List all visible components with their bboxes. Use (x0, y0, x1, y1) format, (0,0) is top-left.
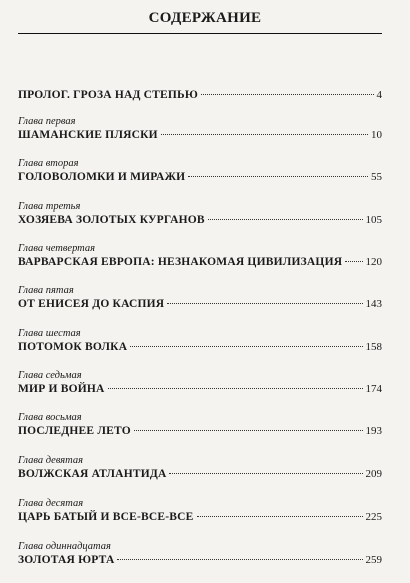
chapter-label: Глава четвертая (18, 243, 96, 254)
entry-page: 174 (365, 383, 382, 395)
chapter-label: Глава вторая (18, 158, 79, 169)
entry-title: ПРОЛОГ. ГРОЗА НАД СТЕПЬЮ (18, 89, 199, 101)
entry-page: 105 (365, 214, 382, 226)
entry-page: 225 (365, 511, 382, 523)
chapter-label: Глава девятая (18, 455, 83, 466)
toc-title: СОДЕРЖАНИЕ (148, 10, 262, 26)
entry-page: 209 (365, 468, 382, 480)
chapter-label: Глава седьмая (18, 370, 82, 381)
dot-leader (201, 94, 373, 95)
entry-page: 158 (365, 341, 382, 353)
dot-leader (208, 219, 363, 220)
toc-entry-chapter-10[interactable] (18, 497, 382, 525)
toc-entry-chapter-7[interactable] (18, 369, 382, 397)
toc-entry-chapter-2[interactable] (18, 157, 382, 185)
toc-entry-chapter-5[interactable] (18, 284, 382, 312)
toc-entry-chapter-11[interactable] (18, 540, 382, 568)
dot-leader (108, 388, 363, 389)
chapter-label: Глава шестая (18, 328, 81, 339)
dot-leader (117, 559, 362, 560)
dot-leader (188, 176, 368, 177)
entry-title: ВОЛЖСКАЯ АТЛАНТИДА (18, 468, 167, 480)
entry-page: 259 (365, 554, 382, 566)
entry-title: МИР И ВОЙНА (18, 383, 105, 395)
toc-entry-prologue[interactable] (18, 88, 382, 103)
toc-entry-chapter-4[interactable] (18, 242, 382, 270)
dot-leader (134, 430, 363, 431)
entry-page: 193 (365, 425, 382, 437)
entry-page: 4 (376, 89, 382, 101)
entry-page: 10 (371, 129, 382, 141)
toc-entry-chapter-8[interactable] (18, 411, 382, 439)
dot-leader (197, 516, 363, 517)
entry-title: ПОТОМОК ВОЛКА (18, 341, 128, 353)
toc-entry-chapter-6[interactable] (18, 327, 382, 355)
chapter-label: Глава пятая (18, 285, 74, 296)
chapter-label: Глава восьмая (18, 412, 82, 423)
entry-page: 120 (365, 256, 382, 268)
chapter-label: Глава десятая (18, 498, 84, 509)
title-rule (18, 33, 382, 34)
dot-leader (130, 346, 362, 347)
entry-title: ШАМАНСКИЕ ПЛЯСКИ (18, 129, 158, 141)
toc-entry-chapter-1[interactable] (18, 115, 382, 143)
entry-title: ЦАРЬ БАТЫЙ И ВСЕ-ВСЕ-ВСЕ (18, 511, 194, 523)
entry-title: ПОСЛЕДНЕЕ ЛЕТО (18, 425, 131, 437)
toc-entry-chapter-9[interactable] (18, 454, 382, 482)
entry-title: ХОЗЯЕВА ЗОЛОТЫХ КУРГАНОВ (18, 214, 205, 226)
dot-leader (167, 303, 362, 304)
entry-title: ВАРВАРСКАЯ ЕВРОПА: НЕЗНАКОМАЯ ЦИВИЛИЗАЦИЯ (18, 256, 343, 268)
entry-title: ЗОЛОТАЯ ЮРТА (18, 554, 115, 566)
chapter-label: Глава одиннадцатая (18, 541, 111, 552)
entry-title: ОТ ЕНИСЕЯ ДО КАСПИЯ (18, 298, 165, 310)
dot-leader (161, 134, 368, 135)
toc-entry-chapter-3[interactable] (18, 200, 382, 228)
entry-title: ГОЛОВОЛОМКИ И МИРАЖИ (18, 171, 186, 183)
entry-page: 143 (365, 298, 382, 310)
entry-page: 55 (371, 171, 382, 183)
dot-leader (345, 261, 362, 262)
chapter-label: Глава третья (18, 201, 81, 212)
chapter-label: Глава первая (18, 116, 76, 127)
dot-leader (169, 473, 362, 474)
